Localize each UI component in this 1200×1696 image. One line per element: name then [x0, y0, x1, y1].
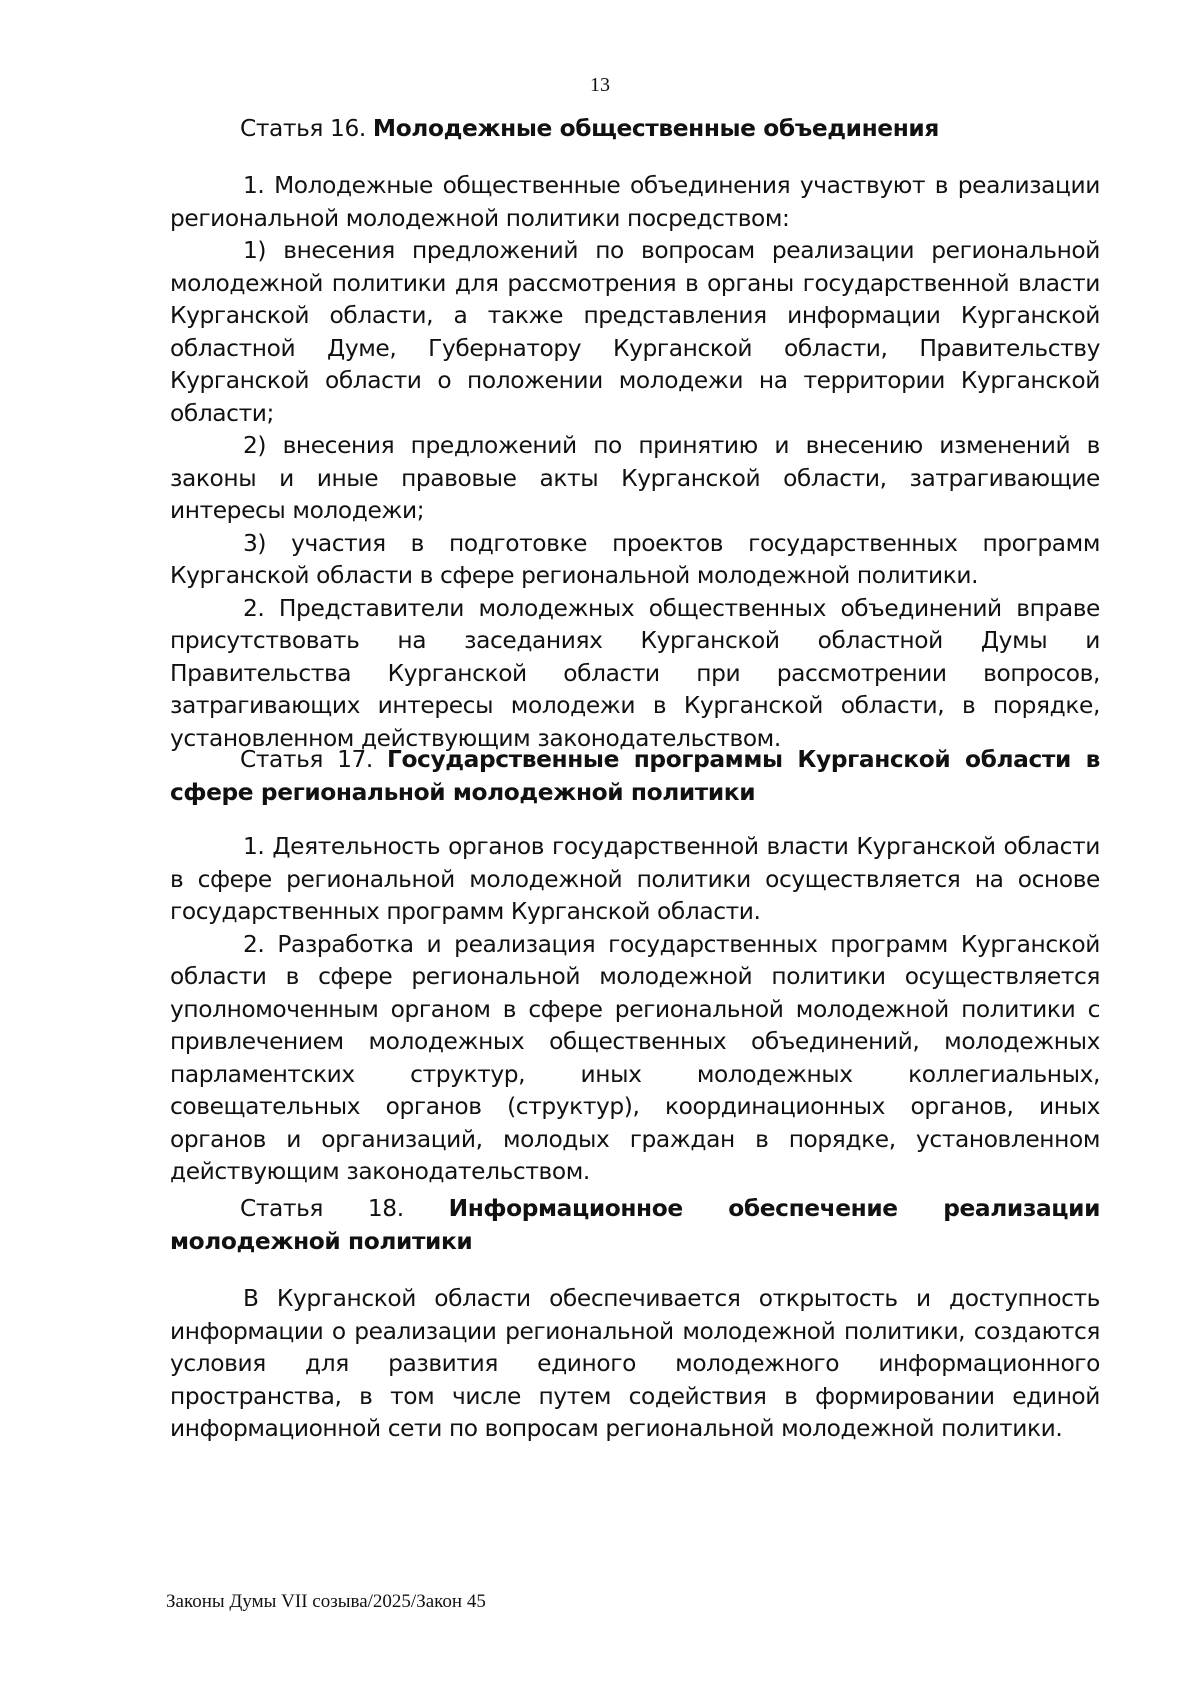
article-16-item-2: 2) внесения предложений по принятию и внесению изменений в законы и иные правовые акты Курганской области, затрагивающие интересы молодежи; [170, 432, 1100, 524]
page-number: 13 [590, 74, 610, 96]
article-16-item-1: 1) внесения предложений по вопросам реализации региональной молодежной политики для рассмотрения в органы государственной власти Курганской области, а также представления информации Курганской областной Думе, Губернатору Курганской области, Правительству Курганской области о положении молодежи на территории Курганской области; [170, 237, 1100, 427]
article-17-title: Государственные программы Курганской области в сфере региональной молодежной политики [170, 746, 1100, 806]
article-18-paragraph-1: В Курганской области обеспечивается открытость и доступность информации о реализации региональной молодежной политики, создаются условия для развития единого молодежного информационного пространства, в том числе путем содействия в формировании единой информационной сети по вопросам региональной молодежной политики. [170, 1285, 1100, 1442]
article-17-paragraph-1: 1. Деятельность органов государственной власти Курганской области в сфере региональной молодежной политики осуществляется на основе государственных программ Курганской области. [170, 833, 1100, 925]
article-18-label: Статья 18. [240, 1195, 404, 1222]
article-17-body [170, 831, 1100, 1189]
article-16-body [170, 170, 1100, 755]
article-17-heading [170, 744, 1100, 809]
article-16-title: Молодежные общественные объединения [372, 115, 939, 142]
article-16-paragraph-1: 1. Молодежные общественные объединения участвуют в реализации региональной молодежной политики посредством: [170, 172, 1100, 232]
article-18-body [170, 1283, 1100, 1446]
article-16-heading [170, 113, 1100, 146]
article-16-paragraph-2: 2. Представители молодежных общественных объединений вправе присутствовать на заседаниях Курганской областной Думы и Правительства Курганской области при рассмотрении вопросов, затрагивающих интересы молодежи в Курганской области, в порядке, установленном действующим законодательством. [170, 594, 1100, 752]
article-16-label: Статья 16. [240, 115, 366, 142]
article-16-item-3: 3) участия в подготовке проектов государственных программ Курганской области в сфере региональной молодежной политики. [170, 529, 1100, 589]
article-18-title: Информационное обеспечение реализации молодежной политики [170, 1195, 1100, 1255]
article-18-heading [170, 1193, 1100, 1258]
article-17-label: Статья 17. [240, 746, 373, 773]
document-footer: Законы Думы VII созыва/2025/Закон 45 [166, 1591, 486, 1612]
article-17-paragraph-2: 2. Разработка и реализация государственных программ Курганской области в сфере региональной молодежной политики осуществляется уполномоченным органом в сфере региональной молодежной политики с привлечением молодежных общественных объединений, молодежных парламентских структур, иных молодежных коллегиальных, совещательных органов (структур), координационных органов, иных органов и организаций, молодых граждан в порядке, установленном действующим законодательством. [170, 930, 1100, 1185]
